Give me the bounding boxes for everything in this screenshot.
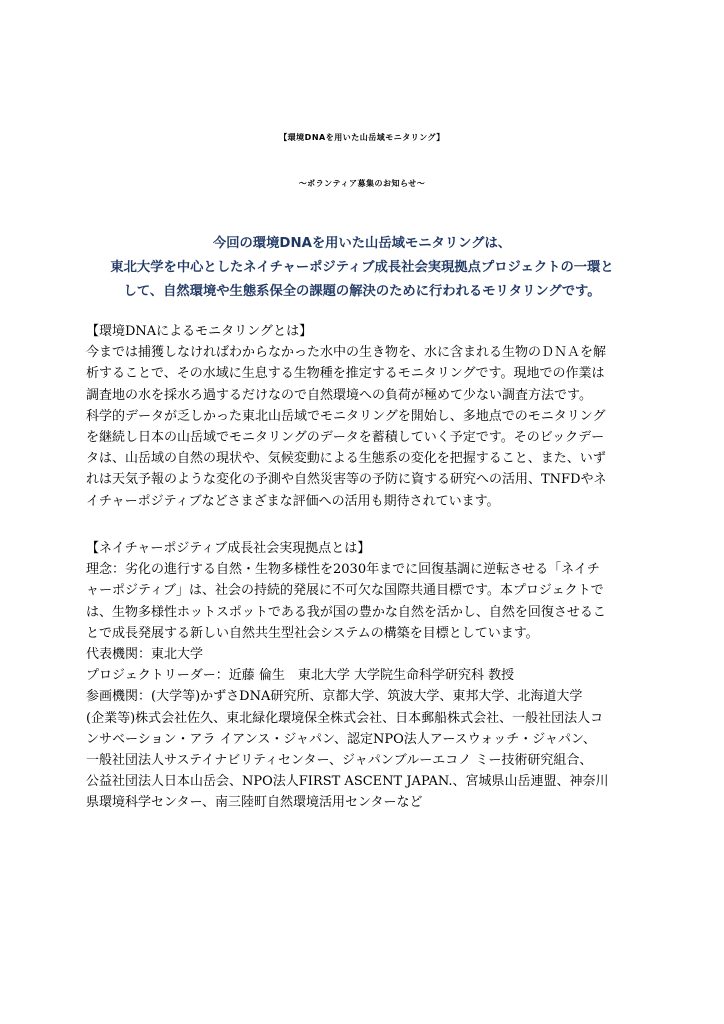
intro-line: 今回の環境DNAを用いた山岳域モニタリングは、: [212, 236, 512, 251]
page-subtitle: 〜ボランティア募集のお知らせ〜: [298, 179, 426, 188]
body-line: れは天気予報のような変化の予測や自然災害等の予防に資する研究への活用、TNFDやネ: [86, 472, 607, 488]
intro-line: 東北大学を中心としたネイチャーポジティブ成長社会実現拠点プロジェクトの一環と: [110, 260, 614, 275]
body-line: ャーポジティブ」は、社会の持続的発展に不可欠な国際共通目標です。本プロジェクトで: [86, 583, 604, 599]
body-line: 科学的データが乏しかった東北山岳域でモニタリングを開始し、多地点でのモニタリング: [86, 408, 606, 424]
body-line: 公益社団法人日本山岳会、NPO法人FIRST ASCENT JAPAN.、宮城県山岳連盟、神奈川: [86, 774, 609, 790]
body-line: は、生物多様性ホットスポットである我が国の豊かな自然を活かし、自然を回復させるこ: [86, 604, 606, 620]
body-line: イチャーポジティブなどさまざまな評価への活用も期待されています。: [86, 493, 500, 509]
representative-institution: 代表機関：東北大学: [86, 647, 204, 663]
body-line: (企業等)株式会社佐久、東北緑化環境保全株式会社、日本郵船株式会社、一般社団法人コ: [86, 710, 604, 726]
body-line: タは、山岳域の自然の現状や、気候変動による生態系の変化を把握すること、また、いず: [86, 451, 606, 467]
body-line: 一般社団法人サステイナビリティセンター、ジャパンブルーエコノ ミー技術研究組合、: [86, 753, 593, 769]
body-line: 理念：劣化の進行する自然・生物多様性を2030年までに回復基調に逆転させる「ネイチ: [86, 562, 600, 578]
section-heading: 【環境DNAによるモニタリングとは】: [86, 324, 313, 339]
body-line: 県環境科学センター、南三陸町自然環境活用センターなど: [86, 795, 423, 811]
body-line: とで成長発展する新しい自然共生型社会システムの構築を目標としています。: [86, 625, 539, 641]
page-title: 【環境DNAを用いた山岳域モニタリング】: [279, 133, 445, 142]
body-line: を継続し日本の山岳域でモニタリングのデータを蓄積していく予定です。そのビックデー: [86, 430, 605, 446]
section-heading: 【ネイチャーポジティブ成長社会実現拠点とは】: [86, 541, 371, 556]
body-line: 調査地の水を採水ろ過するだけなので自然環境への負荷が極めて少ない調査方法です。: [86, 387, 592, 403]
body-line: 今までは捕獲しなければわからなかった水中の生き物を、水に含まれる生物のＤＮＡを解: [86, 345, 607, 361]
body-line: 析することで、その水域に生息する生物種を推定するモニタリングです。現地での作業は: [86, 366, 605, 382]
section-edna-monitoring: [86, 321, 646, 512]
project-leader: プロジェクトリーダー：近藤 倫生 東北大学 大学院生命科学研究科 教授: [86, 668, 515, 684]
intro-paragraph: [90, 232, 634, 304]
participating-institutions: 参画機関：(大学等)かずさDNA研究所、京都大学、筑波大学、東邦大学、北海道大学: [86, 689, 583, 705]
section-nature-positive-hub: [86, 538, 646, 814]
body-line: ンサベーション・アラ イアンス・ジャパン、認定NPO法人アースウォッチ・ジャパン、: [86, 731, 596, 747]
intro-line: して、自然環境や生態系保全の課題の解決のために行われるモリタリングです。: [123, 284, 601, 299]
